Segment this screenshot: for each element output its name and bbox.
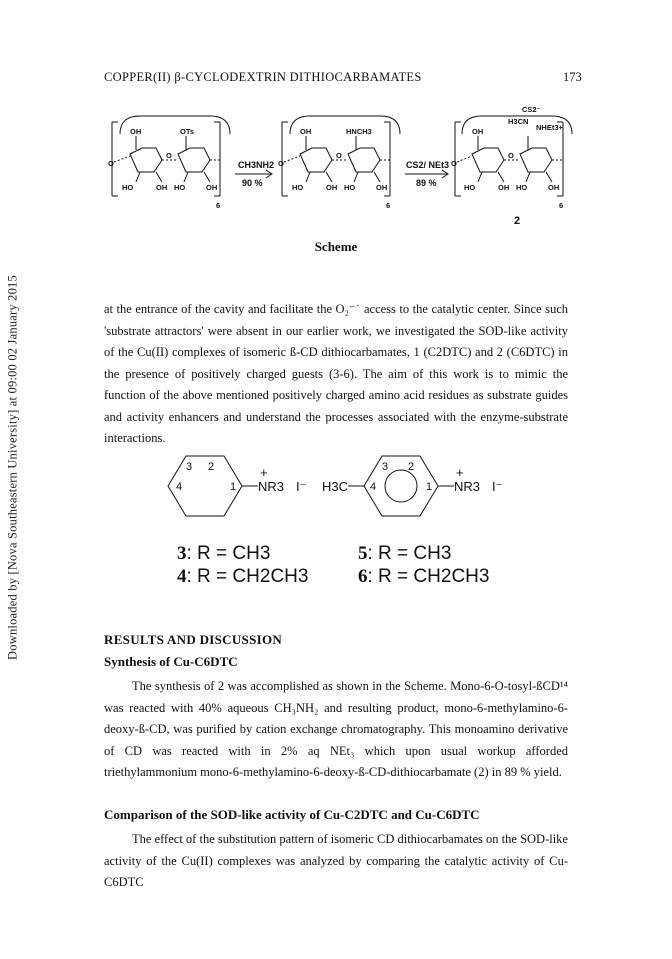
ring-position: 1: [426, 481, 433, 493]
label-oh: OH: [376, 183, 388, 192]
ring-position: 2: [408, 461, 415, 473]
ring-position: 3: [382, 461, 389, 473]
scheme-stroke: [405, 170, 448, 178]
scheme-stroke: [136, 136, 210, 182]
label-oh: OH: [156, 183, 168, 192]
reaction-scheme: [100, 104, 590, 229]
glucose-ring: [300, 148, 332, 172]
page-number: 173: [563, 70, 582, 84]
label-oh: OH: [472, 127, 484, 136]
label-ho: HO: [174, 183, 186, 192]
label-ho: HO: [516, 183, 528, 192]
body-paragraph: The effect of the substitution pattern of isomeric CD dithiocarbamates on the SOD-like activity of the Cu(II) complexes was analyzed by comparing the catalytic activity of Cu-C6DTC: [104, 832, 568, 889]
glucose-ring: [472, 148, 504, 172]
compound-number: 6: [358, 566, 368, 587]
ammonium-group: NR3: [454, 479, 481, 494]
ring-position: 4: [370, 481, 377, 493]
label-o: O: [451, 159, 457, 168]
label-oh: OH: [326, 183, 338, 192]
formula-text: : R = CH3: [367, 543, 452, 564]
formula-text: : R = CH2CH3: [367, 566, 490, 587]
iodide-counterion: I⁻: [492, 479, 503, 494]
ring-position: 1: [230, 481, 237, 493]
step2-reagent: CS2/ NEt3: [406, 160, 450, 170]
label-o: O: [166, 151, 172, 160]
body-paragraph: at the entrance of the cavity and facilitate the O₂⁻˙ access to the catalytic center. Since such 'substrate attractors' were absent in our earlier work, we investigated the SOD-like activity of the Cu(II) complexes of isomeric ß-CD dithiocarbamates, 1 (C2DTC) and 2 (C6DTC) in the presence of positively charged guests (3-6). The aim of this work is to mimic the function of the above mentioned positively charged amino acid residues as substrate guides and activity enhancers and understand the processes associated with the enzyme-substrate interactions.: [104, 302, 568, 445]
label-hnch3: HNCH3: [346, 127, 372, 136]
reaction-scheme-drawing: [100, 104, 590, 229]
compound-number: 3: [177, 543, 187, 564]
aromatic-circle: [385, 470, 417, 502]
glucose-ring: [520, 148, 552, 172]
step2-yield: 89 %: [416, 178, 437, 188]
glucose-ring: [130, 148, 162, 172]
iodide-counterion: I⁻: [296, 479, 307, 494]
label-oh: OH: [498, 183, 510, 192]
glucose-ring: [178, 148, 210, 172]
scheme-stroke: [478, 136, 552, 182]
subsection-heading: Comparison of the SOD-like activity of Cu-C2DTC and Cu-C6DTC: [104, 807, 480, 822]
section-heading: RESULTS AND DISCUSSION: [104, 632, 283, 647]
compound-5-formula: [358, 543, 451, 565]
compound-number: 4: [177, 566, 187, 587]
repeat-n: 6: [559, 201, 564, 210]
label-oh: OH: [300, 127, 312, 136]
repeat-n: 6: [386, 201, 391, 210]
label-oh: OH: [130, 127, 142, 136]
label-oh: OH: [548, 183, 560, 192]
formula-text: : R = CH3: [186, 543, 271, 564]
label-oh: OH: [206, 183, 218, 192]
positive-charge: +: [456, 465, 464, 480]
label-ho: HO: [344, 183, 356, 192]
ring-position: 4: [176, 481, 183, 493]
label-o: O: [108, 159, 114, 168]
scheme-stroke: [235, 170, 272, 178]
compound-6-formula: [358, 566, 489, 588]
label-nhet3: NHEt3+: [536, 123, 563, 132]
ammonium-group: NR3: [258, 479, 285, 494]
methyl-group: H3C: [322, 479, 349, 494]
glucose-ring: [348, 148, 380, 172]
label-o: O: [336, 151, 342, 160]
repeat-n: 6: [216, 201, 221, 210]
label-ho: HO: [122, 183, 134, 192]
step1-reagent: CH3NH2: [238, 160, 275, 170]
compound-3-formula: [177, 543, 270, 565]
positive-charge: +: [260, 465, 268, 480]
step1-yield: 90 %: [242, 178, 263, 188]
label-ho: HO: [464, 183, 476, 192]
label-ots: OTs: [180, 127, 195, 136]
download-watermark: Downloaded by [Nova Southeastern University] at 09:00 02 January 2015: [5, 275, 20, 660]
label-ho: HO: [292, 183, 304, 192]
ring-position: 3: [186, 461, 193, 473]
label-o: O: [508, 151, 514, 160]
body-paragraph: The synthesis of 2 was accomplished as shown in the Scheme. Mono-6-O-tosyl-ßCD¹⁴ was reacted with 40% aqueous CH₃NH₂ and resulting product, mono-6-methylamino-6-deoxy-ß-CD, was purified by cation exchange chromatography. This monoamino derivative of CD was reacted with in 2% aq NEt₃ which upon usual workup afforded triethylammonium mono-6-methylamino-6-deoxy-ß-CD-dithiocarbamate (2) in 89 % yield.: [104, 679, 568, 779]
scheme-stroke: [306, 136, 380, 182]
compound-number: 5: [358, 543, 368, 564]
ring-position: 2: [208, 461, 215, 473]
formula-text: : R = CH2CH3: [186, 566, 309, 587]
compound-label: 2: [514, 215, 521, 227]
subsection-heading: Synthesis of Cu-C6DTC: [104, 654, 238, 669]
compound-4-formula: [177, 566, 308, 588]
label-o: O: [278, 159, 284, 168]
scheme-caption: Scheme: [314, 239, 358, 254]
running-head: COPPER(II) β-CYCLODEXTRIN DITHIOCARBAMATES: [104, 70, 422, 84]
label-cs2: CS2⁻: [522, 105, 541, 114]
label-h3cn: H3CN: [508, 117, 529, 126]
